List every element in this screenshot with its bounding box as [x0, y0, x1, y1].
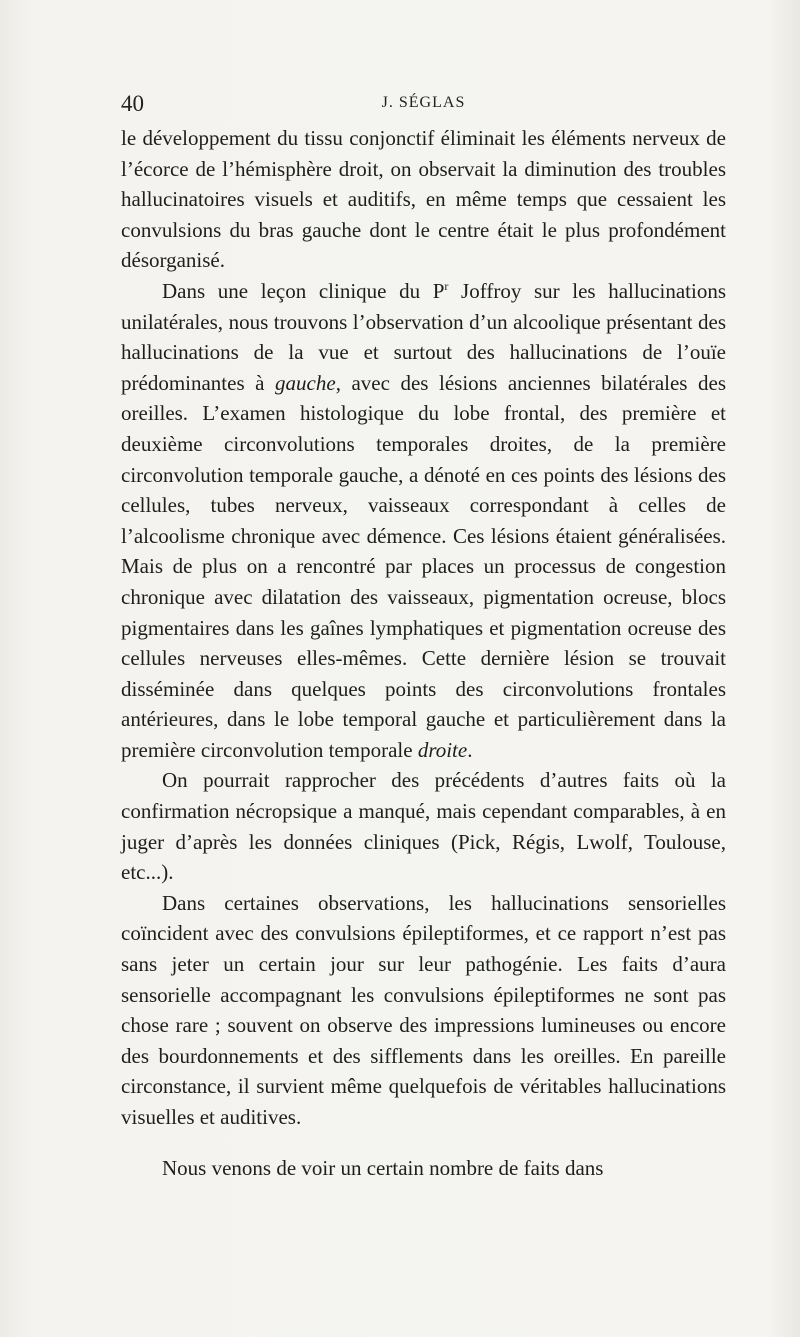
paragraph-4: Dans certaines observations, les hallucinations sensorielles coïncident avec des convulsions épileptiformes, et ce rapport n’est pas sans jeter un certain jour sur leur pathogénie. Les faits d’aura sensorielle accompagnant les convulsions épileptiformes ne sont pas chose rare ; souvent on observe des impressions lumineuses ou encore des bourdonnements et des sifflements dans les oreilles. En pareille circonstance, il survient même quelquefois de véritables hallucinations visuelles et auditives. [121, 890, 726, 1129]
paragraph-5: Nous venons de voir un certain nombre de faits dans [162, 1155, 604, 1180]
running-title: J. SÉGLAS [381, 94, 466, 111]
paragraph-2-part-b: Joffroy sur les hallucinations unilatérales, nous trouvons l’observation d’un alcoolique présentant des hallucinations de la vue et surtout des hallucinations de l’ouïe prédominantes à [121, 278, 727, 395]
page-number: 40 [121, 91, 144, 116]
italic-droite: droite [417, 737, 468, 762]
body-text [121, 123, 726, 1183]
paragraph-2 [121, 276, 726, 766]
paragraph-2-part-a: Dans une leçon clinique du P [162, 278, 445, 303]
paragraph-2-part-d: . [467, 737, 473, 762]
superscript-r: r [444, 278, 449, 293]
running-head [121, 91, 726, 119]
paragraph-3: On pourrait rapprocher des précédents d’autres faits où la confirmation nécropsique a manqué, mais cependant comparables, à en juger d’après les données cliniques (Pick, Régis, Lwolf, Toulouse, etc...). [121, 768, 726, 885]
paragraph-2-part-c: , avec des lésions anciennes bilatérales des oreilles. L’examen histologique du lobe frontal, des première et deuxième circonvolutions temporales droites, de la première circonvolution temporale gauche, a dénoté en ces points des lésions des cellules, tubes nerveux, vaisseaux correspondant à celles de l’alcoolisme chronique avec démence. Ces lésions étaient généralisées. Mais de plus on a rencontré par places un processus de congestion chronique avec dilatation des vaisseaux, pigmentation ocreuse, blocs pigmentaires dans les gaînes lymphatiques et pigmentation ocreuse des cellules nerveuses elles-mêmes. Cette dernière lésion se trouvait disséminée dans quelques points des circonvolutions frontales antérieures, dans le lobe temporal gauche et particulièrement dans la première circonvolution temporale [121, 370, 726, 762]
paragraph-1: le développement du tissu conjonctif éliminait les éléments nerveux de l’écorce de l’hémisphère droit, on observait la diminution des troubles hallucinatoires visuels et auditifs, en même temps que cessaient les convulsions du bras gauche dont le centre était le plus profondément désorganisé. [121, 126, 726, 273]
italic-gauche: gauche [275, 370, 336, 395]
